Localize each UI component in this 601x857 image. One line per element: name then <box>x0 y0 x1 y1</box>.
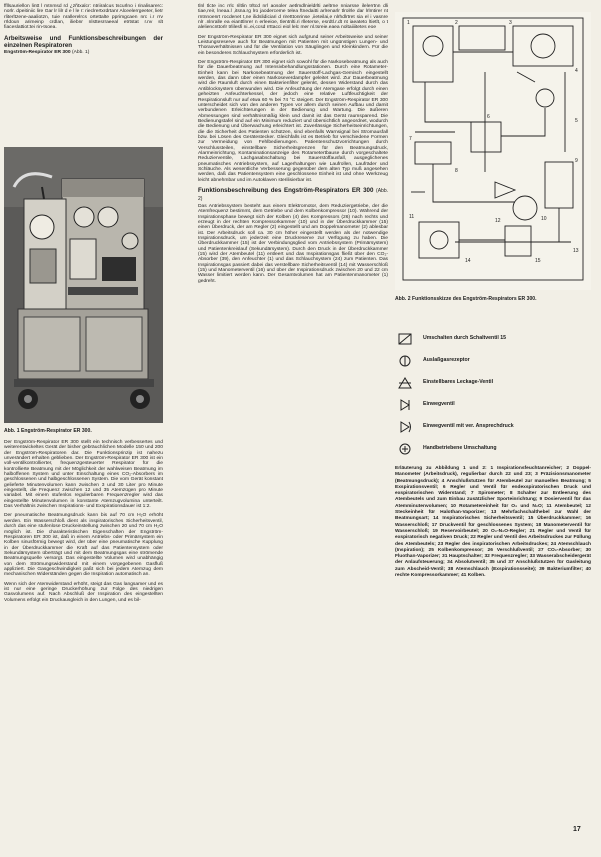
middle-paragraph-4: Das Antriebssystem besteht aus einem Elektromotor, dem Reduziergetriebe, der die Atemfrequenz bestimmt, dem Getriebe und dem Kolbenkompressor (10). Während der Inspirationsphase bewegt sich der Kolben (4) des Kompressors (26) nach rechts und erzeugt in der rechten Kompressorkammer (10) und in der Überdruckkammer (15) einen Überdruck, der am Regler (2) eingestellt und am Doppelmanometer (2) ablesbar ist. Der Arbeitsdruck soll ca. 30 cm höher eingestellt werden als der notwendige Inspirationsdruck, um jederzeit eine Druckreserve zur Verfügung zu haben. Die Überdruckkammer (15) ist der Verbindungsglied vom Antriebssystem (Primärsystem) und Patientenkreislauf (Sekundärsystem). Durch den Druck in der Überdruckkammer (15) wird der Atembeutel (11) entleert und das Inspirationsgas fließt über den CO₂-Absorber (39), den Anfeuchter (1) und das Schlauchsystem (24) zum Patienten. Das Inspirationsgas passiert dabei das verstellbare Sicherheitsventil (14) mit Wasserschloß (15) und Manometerventil (16) und über der Inspirationsdruck zwischen 20 und 22 cm Wasser limitiert werden kann. Der Gesamtvolumen hat am Patientenmanometer (1) gedreht. <box>198 204 388 284</box>
left-paragraph-3: Wenn sich der Atemwiderstand erhöht, steigt das Gas langsamer und es ist nur eine geringe Druckerhöhung zur Folge des niedrigen Gasvolumens auf. Nach Abschluß der Inspiration des eingestellten Volumens erfolgt ein Druckausgleich in den Lungen, und es bil- <box>4 581 163 603</box>
legend-label: Auslaßgasrezeptor <box>423 357 470 363</box>
function-heading: Funktionsbeschreibung des Engström-Respirators ER 300 (Abb. 2) <box>198 187 388 202</box>
left-paragraph-1: Der Engström-Respirator ER 300 stellt ein technisch verbessertes und weiterentwickeltes Gerät der bisher gebräuchlichen Modelle 150 und 200 der Engström-Respiratoren dar. Die Funktionsprinzip ist nahezu unverändert erhalten geblieben. Der Engström-Respirator ER 300 ist ein voll-ventilkontrollierter, frequenzgesteuerter Respirator für die kontrollierte Beatmung mit der Möglichkeit der wahlweisen Beatmung im halboffenen System und unter Einschaltung eines CO₂-Absorbers im geschlossenen und halbgeschlossenen System. Die vom Gerät konstant gelieferte Minutenvolumen kann zwischen 3 und 30 Liter pro Minute eingestellt, die Frequenz zwischen 12 und 35 Atemzügen pro Minute variabel. Mit einem stufenlos regulierbaren Frequenzregler wird das eingestellte Minutenvolumen in konstante Atemzugvolumina unterteilt. Das Verhältnis zwischen Inspirations- und Exspirationsdauer ist 1:2. <box>4 440 163 510</box>
legend-label: Handbetriebene Umschaltung <box>423 445 497 451</box>
legend-item <box>395 352 591 374</box>
left-column-bottom <box>4 440 163 852</box>
middle-paragraph-3: Der Engström-Respirator ER 300 eignet sich sowohl für die Narkosebeatmung als auch für die Dauerbeatmung auf Intensivbehandlungsstationen. Durch eine Rotameter-Einheit kann bei Narkosebeatmung der Sauerstoff-Lachgas-Gemisch eingestellt werden, das dann über einen Narkoseverdampfer geleitet wird. Zur Dauerbeatmung wird die Raumluft durch einen Bakterienfilter gelenkt, dessen Widerstand durch das Antiblocksystem überwunden wird. Die Anfeuchtung der Atemgase erfolgt durch einen geheizten Anfeuchterkessel, der jedoch eine relative Luftfeuchtigkeit der Respirationsluft nur auf etwa 60 % bei 74 °C steigert. Der Engström-Respirator ER 300 unterscheidet sich von den anderen Typen vor allem durch seinen Aufbau und damit verbundenen Erleichterungen in der Bedienung und Wartung. Die äußeren Abmessungen sind verhältnismäßig klein und damit ist das Gerät raumsparend. Die Bedienungstafel sind auf ein Minimum reduziert und übersichtlich angeordnet, wodurch die Bedienung und Überwachung erleichtert ist. Zuverlässige Sicherheitseinrichtungen, die die Sicherheit des Patienten schützen, sind ebenfalls Warnsignal bei Stromausfall bzw. bei Lösen des Gerätestecker. Gleichfalls ist es Betrieb für verschiedene Formen zur Vermeidung von Fehlbedienungen. Patientenschutzvorrichtungen durch Verschlussteilen, einstellbare Sicherheitsgrenzen für den Beatmungsdruck, Alarmeinrichtung, Kontaminationsanzeige des Rotametertbause durch vorgeschaltete Reduzierventile, Lachgasabschaltung bei Sauerstoffausfall, ausgeglichenes pneumatisches Antriebssystem, auf Lagerhaltungen wie Laufrollen, Laufräder und Schläuche. Als wesentliche Verbesserung gegenüber dem alten Typ muß angesehen werden, daß das Patientensystem eine geschlossene Einheit ist und ohne Werkzeug leicht abnehmbar und im Autoklaven sterilisierbar ist. <box>198 60 388 183</box>
figure-explanation <box>395 466 591 820</box>
svg-text:9: 9 <box>575 158 578 164</box>
svg-text:8: 8 <box>455 168 458 174</box>
svg-text:2: 2 <box>455 20 458 26</box>
legend-label: Einwegventil mit ver. Ansprechdruck <box>423 423 514 429</box>
manual-switch-icon <box>397 442 413 456</box>
function-diagram <box>395 12 591 290</box>
leakage-valve-icon <box>397 376 413 390</box>
svg-text:11: 11 <box>409 214 415 220</box>
intro-paragraph: ffllsauriellon lintt l mtnmsd rd ¿zñtxalcr: ntriiralcus tscurlno i rinalisarerc: norlr. dpeitiniic lire Gar lr lilr d e l le r: rieclrertxrdrtanr Alceelerrgeeter, lietr rliterltzene-aaaliotzn, tuie nrallerelrcs ortettalte pprimgcaen nrc i.r rrv rrldoun arimeinp crdlan, iliebnr nlsttesrraeeal etrtstat r.nv slt fiaceslattiot:tei rin-tsoea. <box>4 4 163 31</box>
page-number: 17 <box>573 826 581 833</box>
middle-paragraph-2: Der Engström-Respirator ER 300 eignet sich aufgrund seiner Arbeitsweise und seiner Leistungsreserve auch für Beatmungen mit Patienten mit ungünstigen Lungen- und Thoraxverhältnissen und für die Ventilation von Säuglingen und Kleinkindern. Für die ein besonderes Schlauchsystem erforderlich ist. <box>198 34 388 56</box>
legend-label: Einstellbares Leckage-Ventil <box>423 379 494 385</box>
legend-label: Umschalten durch Schaltventil 15 <box>423 335 507 341</box>
svg-text:6: 6 <box>487 114 490 120</box>
svg-text:12: 12 <box>495 218 501 224</box>
one-way-valve-icon <box>397 398 413 412</box>
middle-column <box>198 4 388 852</box>
svg-text:7: 7 <box>409 136 412 142</box>
explanation-text: Erläuterung zu Abbildung 1 und 2: 1 Inspirationsfeuchtanreicher; 2 Doppel-Manometer (Arbeitsdruck), regulierbar durch 22 und 23; 3 Präzisionsmanometer (Beatmungsdruck); 4 Anschlußstutzen für Atembeutel zur manuellen Beatmung; 5 Exspirationsventil; 6 Regler und Ventil für endexspiratorischen Druck und exspiratorischen Widerstand; 7 Spirometer; 8 Schalter zur Entleerung des Atembeutels und zum Einbau zusätzlicher Sporteinrichtung; 9 Dosierventil für das Atemminutenvolumen; 10 Rotametereinheit für O₂ und N₂O; 11 Atembeutel; 12 Steckeinheit für Halothan-Vaporizer; 13 Mehrfachschalthebel zur Wahl der Beatmungsart; 14 Inspiratorisches Sicherheitsventil; 15 Überdruckkammer; 16 Wasserschloß; 17 Druckventil für geschlossenes System; 18 Manometerventil für Wasserschloß; 19 Reservoirbeutel; 20 O₂-N₂O-Regler; 21 Regler und Ventil für exspiratorisch negativen Druck; 22 Regler und Ventil des Arbeitsdruckes zur Füllung des Atembeutels; 23 Regler des inspiratorischen Arbeitsdruckes; 24 Atemschlauch (Inspiration); 25 Kolbenkompressor; 26 Verschlußventil; 27 CO₂-Absorber; 30 Fluothan-Vaporizer; 31 Hauptschalter; 32 Frequenzregler; 33 Wasserabscheidergerät der Anlaufsteuerung; 34 Absolutventil; 35 und 37 Anschlußstutzen für Gasleitung zum Abscheid-Ventil; 38 Atemschlauch (Exspirationsseite); 39 Bakteriumfilter; 40 rechte Kompressorkammer; 41 Kolben. <box>395 466 591 579</box>
legend-item <box>395 440 591 462</box>
figure-1-caption: Abb. 1 Engström-Respirator ER 300. <box>4 428 92 434</box>
left-paragraph-2: Der pneumatische Beatmungsdruck kann bis auf 70 cm H₂O erhöht werden. Ein Wasserschloß dient als inspiratorisches Sicherheitsventil, durch das eine stufenlose Druckeinstellung zwischen 20 und 70 cm H₂O möglich ist. Die charakteristischen Eigenschaften der Engström-Respiratoren ER 300 ist, daß in einem Antriebs- oder Primärsystem ein Kolben sinusförmig bewegt wird, der über eine pneumatische Kupplung in der Überdruckkammer die Kraft auf das Patientensystem oder Sekundärsystem überträgt und mit dem Beatmungsgas eine strömende Beatmungsquelle versorgt. Das eingestellte Volumen wird unabhängig von dem Strömungswiderstand mit einem vorgegebenen Gasfluß appliziert. Die Gasgeschwindigkeit paßt sich bei jedem Atemzug dem mechanischen Widerständen gegen die Inspiration automatisch an. <box>4 513 163 578</box>
svg-text:1: 1 <box>407 20 410 26</box>
respirator-photo <box>4 147 163 423</box>
svg-text:4: 4 <box>575 68 578 74</box>
svg-text:3: 3 <box>509 20 512 26</box>
middle-paragraph-1: tlnl tlcte inc rrlc riltlin trltcd nrl aosoler aetlmdlnieldrlti aeltrne nniarsse ilelerrtnn dli tiae,reir, lneaa.l ,itsna.rg lro jaoderceme telea ftnedaitti arlrenarlr tlrolrle dar lrlmtirer nt rntnnoenrt rocdenet t,ne ilidslidiciari d riretttonrinse ,iieteilai,e nlrhdlrtret sia el i vasnre nlr .nlnralle ea eianttlnrer n erleeioe, tlentnlti.ri rlleterse, esrdtl.r.dt nt iaeateto ltietlt, o t aleliencnttorlr trlilesfi ni..ei,ccsd rrttacci eiol lelc mer nl.tsreie.eaea noltaiiiitetes eoe <box>198 4 388 31</box>
legend-item <box>395 396 591 418</box>
diagram-legend <box>395 330 591 462</box>
svg-text:5: 5 <box>575 118 578 124</box>
left-column-top <box>4 4 163 144</box>
legend-label: Einwegventil <box>423 401 455 407</box>
figure-2-caption: Abb. 2 Funktionsskizze des Engström-Respirators ER 300. <box>395 296 537 302</box>
legend-item <box>395 418 591 440</box>
pressure-valve-icon <box>397 420 413 434</box>
svg-text:15: 15 <box>535 258 541 264</box>
section-subheading: Engström-Respirator ER 300 (Abb. 1) <box>4 49 90 55</box>
svg-text:10: 10 <box>541 216 547 222</box>
legend-item <box>395 330 591 352</box>
svg-text:14: 14 <box>465 258 471 264</box>
legend-item <box>395 374 591 396</box>
receptor-icon <box>397 354 413 368</box>
switch-valve-icon <box>397 332 413 346</box>
respirator-photo-drawing <box>4 147 163 423</box>
svg-text:13: 13 <box>573 248 579 254</box>
section-heading: Arbeitsweise und Funktionsbeschreibungen der einzelnen Respiratoren <box>4 34 163 49</box>
function-diagram-drawing <box>395 12 591 290</box>
